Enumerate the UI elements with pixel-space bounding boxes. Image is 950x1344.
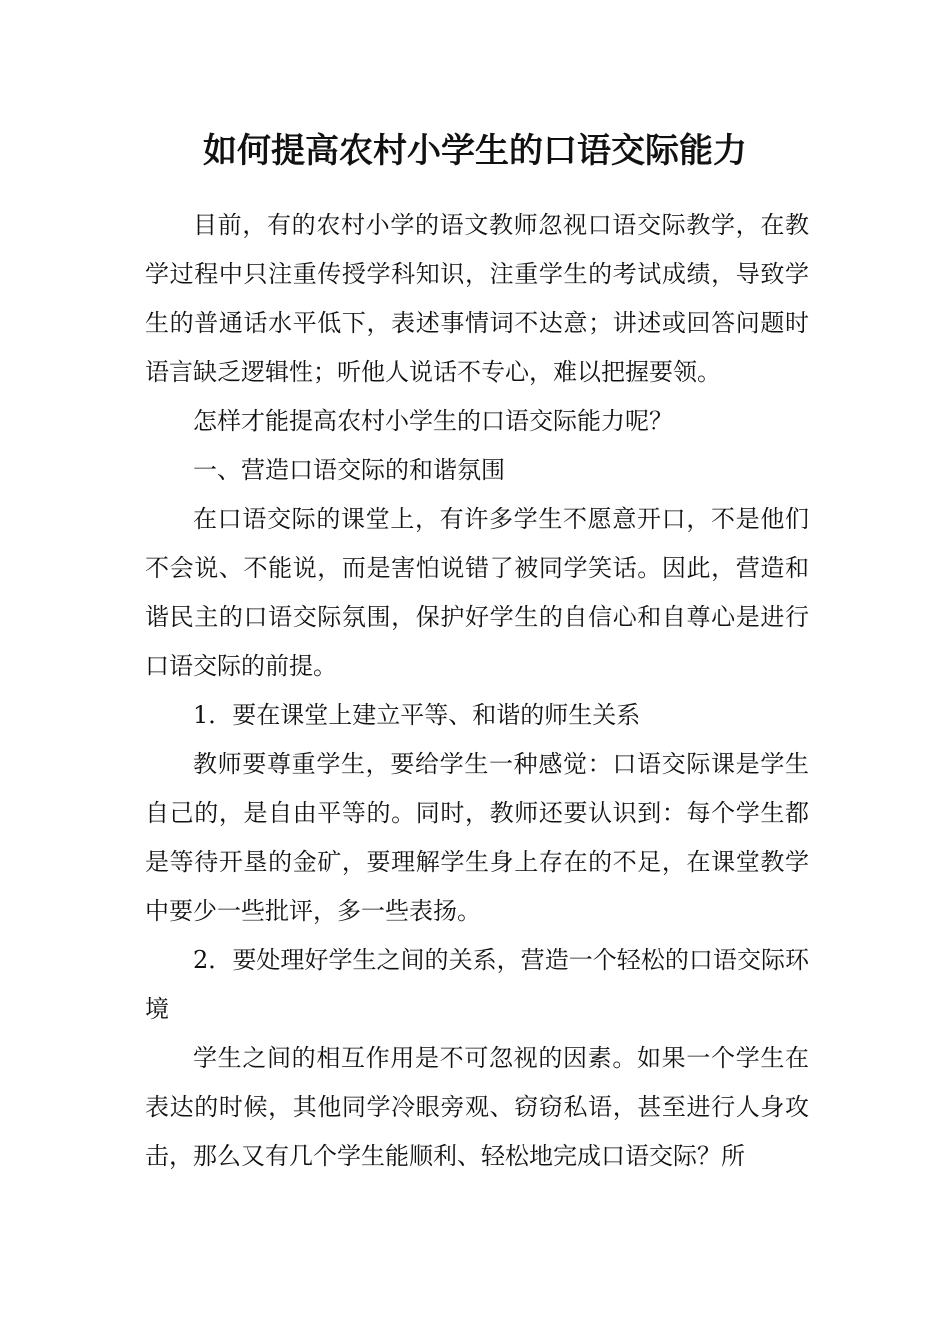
document-body [145, 201, 809, 1181]
paragraph: 学生之间的相互作用是不可忽视的因素。如果一个学生在表达的时候，其他同学冷眼旁观、窃窃私语，甚至进行人身攻击，那么又有几个学生能顺利、轻松地完成口语交际？所 [145, 1044, 809, 1170]
paragraph: 在口语交际的课堂上，有许多学生不愿意开口，不是他们不会说、不能说，而是害怕说错了被同学笑话。因此，营造和谐民主的口语交际氛围，保护好学生的自信心和自尊心是进行口语交际的前提。 [145, 505, 809, 680]
paragraph: 教师要尊重学生，要给学生一种感觉：口语交际课是学生自己的，是自由平等的。同时，教师还要认识到：每个学生都是等待开垦的金矿，要理解学生身上存在的不足，在课堂教学中要少一些批评，多一些表扬。 [145, 750, 809, 925]
subsection-heading: 2．要处理好学生之间的关系，营造一个轻松的口语交际环境 [145, 946, 809, 1023]
document-title: 如何提高农村小学生的口语交际能力 [203, 131, 747, 171]
paragraph: 目前，有的农村小学的语文教师忽视口语交际教学，在教学过程中只注重传授学科知识，注重学生的考试成绩，导致学生的普通话水平低下，表述事情词不达意；讲述或回答问题时语言缺乏逻辑性；听他人说话不专心，难以把握要领。 [145, 211, 809, 386]
paragraph: 怎样才能提高农村小学生的口语交际能力呢？ [193, 407, 673, 435]
section-heading: 一、营造口语交际的和谐氛围 [193, 456, 505, 484]
subsection-heading: 1．要在课堂上建立平等、和谐的师生关系 [193, 701, 641, 729]
